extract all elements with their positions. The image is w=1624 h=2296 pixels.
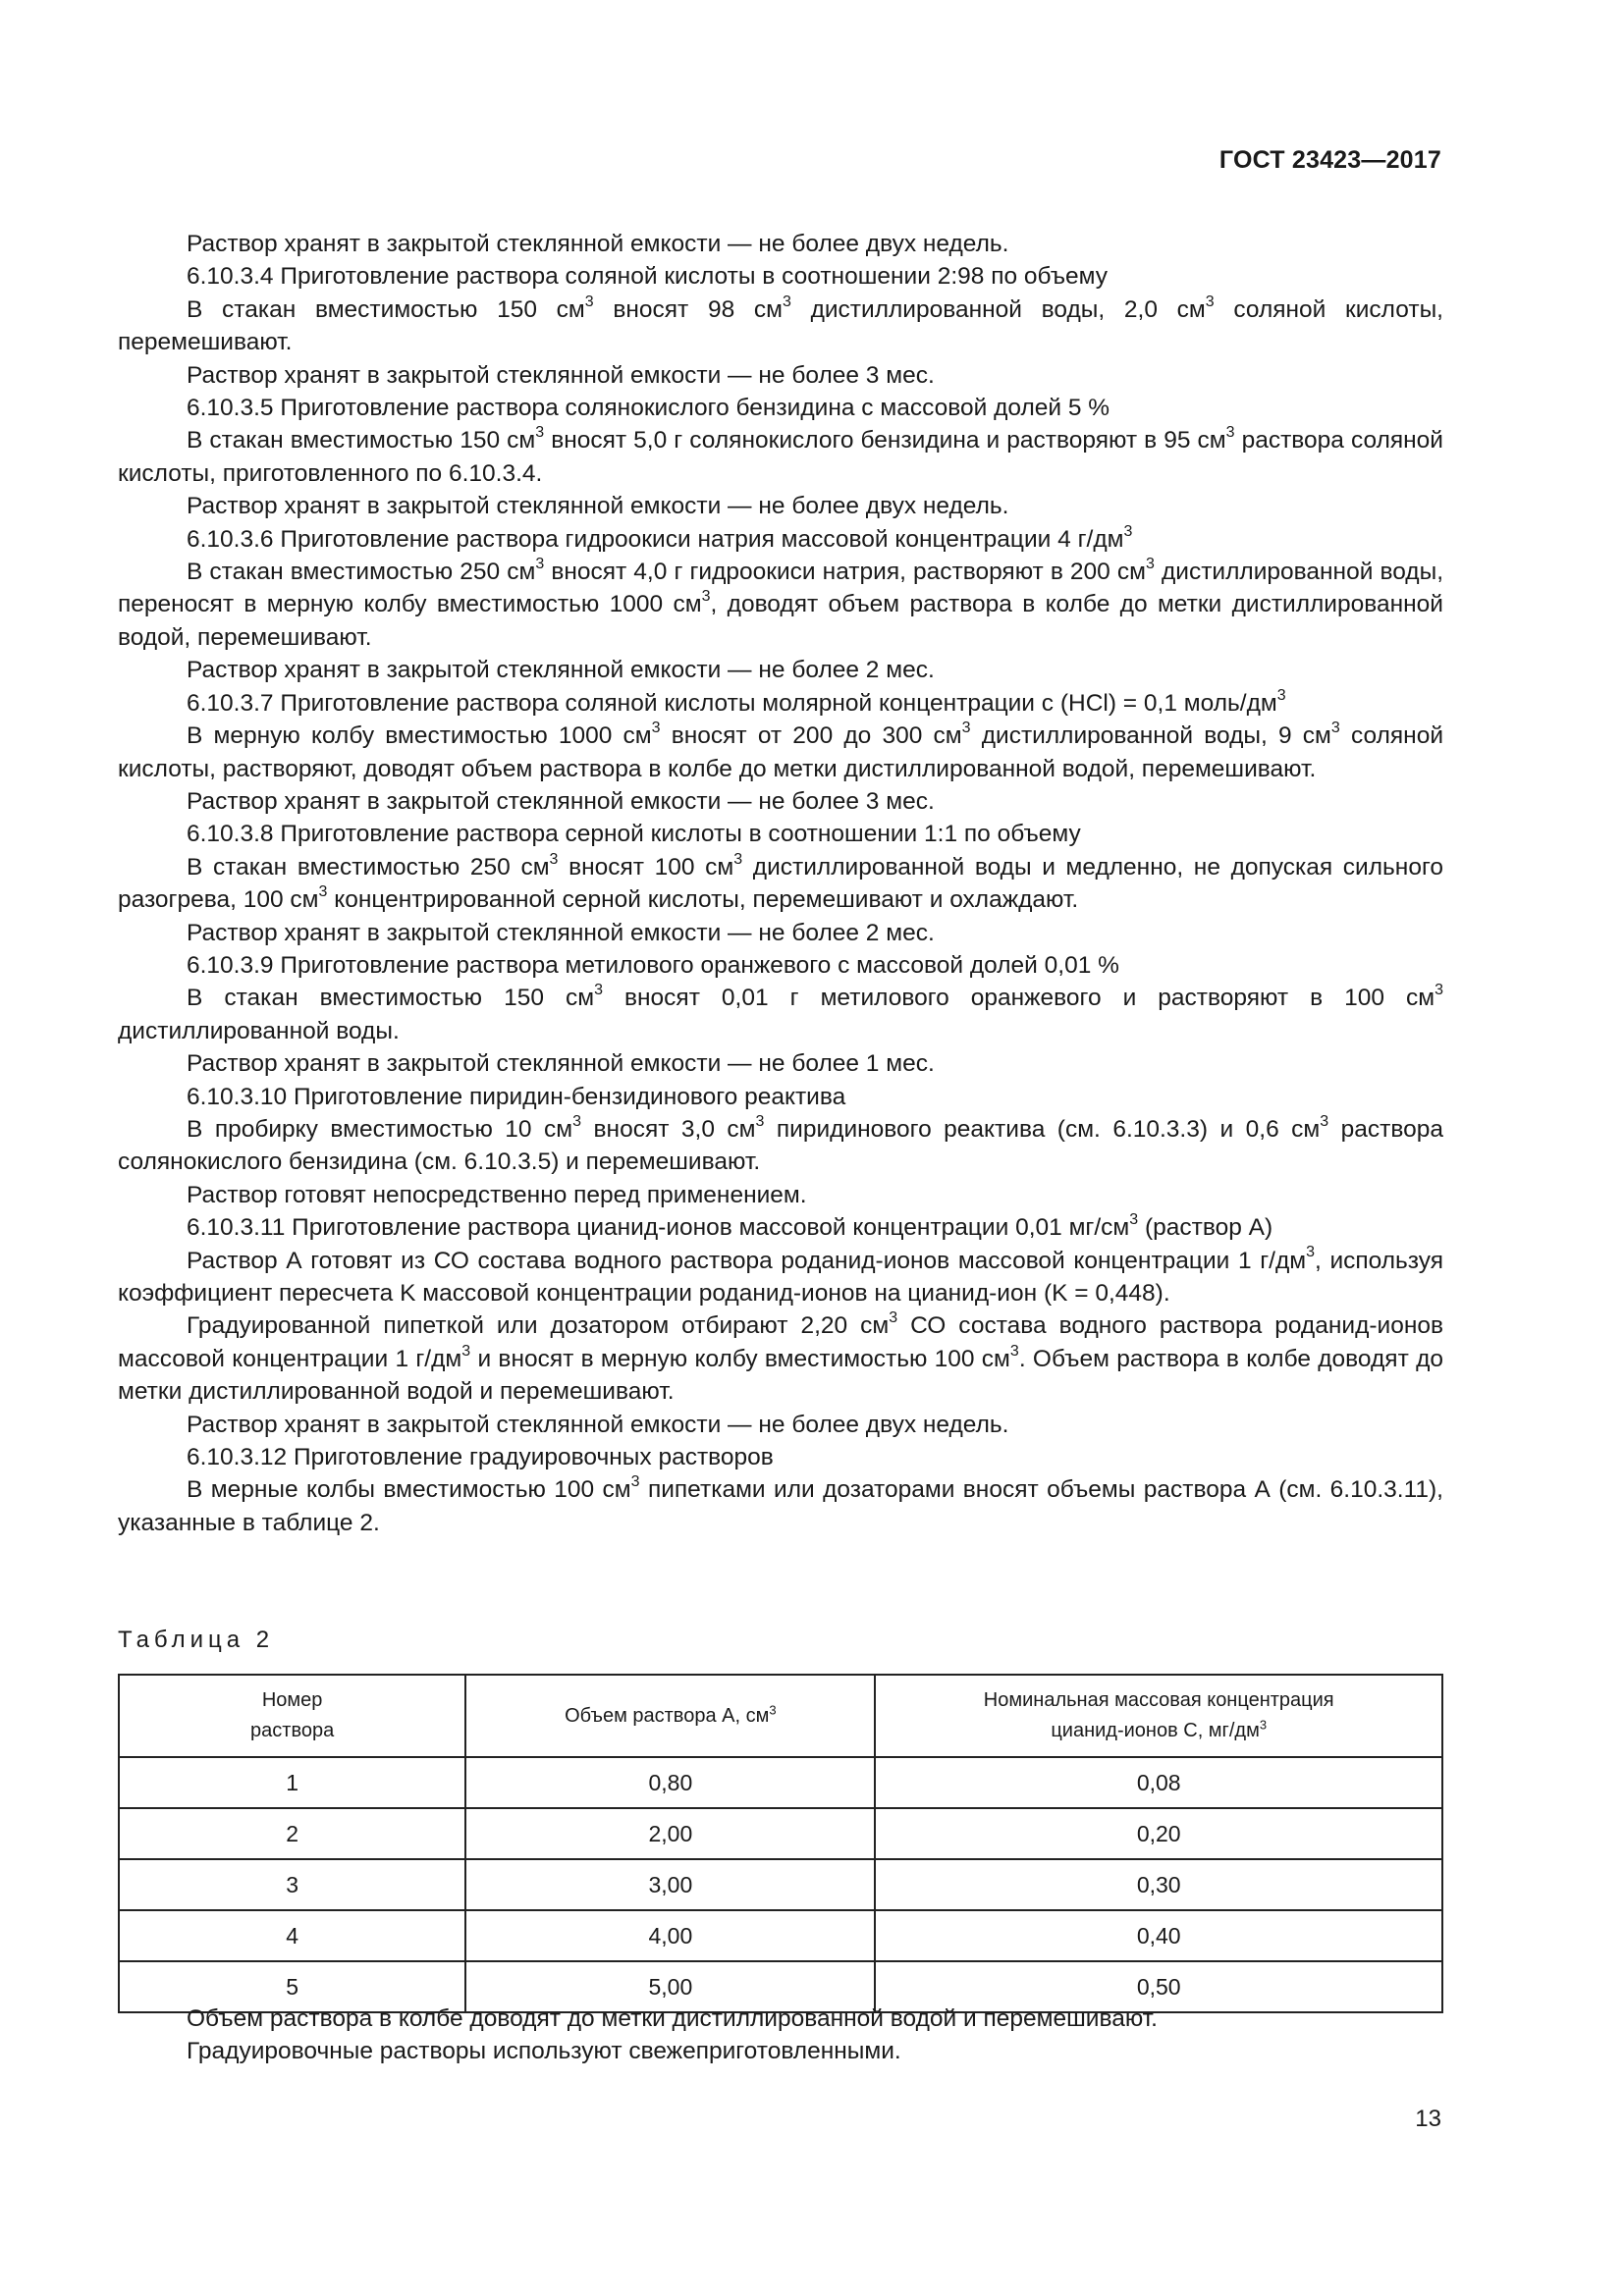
paragraph: В мерную колбу вместимостью 1000 $см^3$ вносят от 200 до 300 $см^3$ дистиллированной воды, 9 $см^3$ соляной кислоты, растворяют, доводят объем раствора в колбе до метки дистиллированной водой, перемешивают.: [118, 719, 1444, 782]
paragraph: В стакан вместимостью 150 $см^3$ вносят 0,01 г метилового оранжевого и растворяют в 100 $см^3$ дистиллированной воды.: [118, 982, 1443, 1044]
paragraph: 6.10.3.8 Приготовление раствора серной кислоты в соотношении 1:1 по объему: [187, 821, 1081, 848]
table-row: [119, 1757, 1442, 1808]
table-cell: 0,20: [875, 1808, 1442, 1859]
paragraph: Раствор хранят в закрытой стеклянной емкости — не более 2 мес.: [187, 919, 935, 946]
paragraph: Объем раствора в колбе доводят до метки дистиллированной водой и перемешивают.: [187, 2005, 1158, 2032]
table-cell: 2: [119, 1808, 465, 1859]
paragraph: Раствор А готовят из СО состава водного раствора роданид-ионов массовой концентрации 1 $г/дм^3$, используя коэффициент пересчета K массовой концентрации роданид-ионов на цианид-ион (K = 0,448).: [118, 1244, 1443, 1307]
table-cell: 3: [119, 1859, 465, 1910]
table-header-cell: [875, 1675, 1442, 1757]
document-code-header: ГОСТ 23423—2017: [1218, 146, 1441, 174]
table-header-row: [119, 1675, 1442, 1757]
paragraph: Раствор хранят в закрытой стеклянной емкости — не более 1 мес.: [187, 1050, 935, 1078]
paragraph: В стакан вместимостью 150 $см^3$ вносят 98 $см^3$ дистиллированной воды, 2,0 $см^3$ соляной кислоты, перемешивают.: [118, 293, 1443, 356]
paragraph: Раствор хранят в закрытой стеклянной емкости — не более двух недель.: [187, 231, 1009, 257]
paragraph: Градуировочные растворы используют свежеприготовленными.: [187, 2038, 901, 2065]
table-header-cell: [465, 1675, 875, 1757]
table-row: [119, 1808, 1442, 1859]
table-caption: Таблица 2: [118, 1627, 275, 1653]
table-cell: 4,00: [465, 1910, 875, 1961]
paragraph: В стакан вместимостью 250 $см^3$ вносят 4,0 г гидроокиси натрия, растворяют в 200 $см^3$ дистиллированной воды, переносят в мерную колбу вместимостью 1000 $см^3$, доводят объем раствора в колбе до метки дистиллированной водой, перемешивают.: [118, 555, 1443, 651]
paragraph: Градуированной пипеткой или дозатором отбирают 2,20 $см^3$ СО состава водного раствора роданид-ионов массовой концентрации 1 $г/дм^3$ и вносят в мерную колбу вместимостью 100 $см^3$. Объем раствора в колбе доводят до метки дистиллированной водой и перемешивают.: [118, 1309, 1444, 1406]
page-number: 13: [1415, 2106, 1441, 2132]
body-text: [118, 228, 1443, 1539]
paragraph: В стакан вместимостью 150 $см^3$ вносят 5,0 г солянокислого бензидина и растворяют в 95 $см^3$ раствора соляной кислоты, приготовленного по 6.10.3.4.: [118, 424, 1443, 487]
paragraph: Раствор готовят непосредственно перед применением.: [187, 1181, 807, 1208]
table-cell: 0,08: [875, 1757, 1442, 1808]
table-cell: 0,80: [465, 1757, 875, 1808]
table-cell: 3,00: [465, 1859, 875, 1910]
paragraph: 6.10.3.11 Приготовление раствора цианид-ионов массовой концентрации 0,01 $мг/см^3$ (раствор А): [187, 1211, 1273, 1242]
calibration-table: [118, 1674, 1443, 2013]
table-cell: 0,40: [875, 1910, 1442, 1961]
paragraph: Раствор хранят в закрытой стеклянной емкости — не более 3 мес.: [187, 361, 935, 389]
table-cell: 0,50: [875, 1961, 1442, 2012]
header-solution-number: Номер раствора: [250, 1689, 335, 1741]
header-concentration: Номинальная массовая концентрация цианид-ионов C, $мг/дм^3$: [983, 1689, 1334, 1741]
paragraph: В стакан вместимостью 250 $см^3$ вносят 100 $см^3$ дистиллированной воды и медленно, не допуская сильного разогрева, 100 $см^3$ концентрированной серной кислоты, перемешивают и охлаждают.: [118, 850, 1443, 914]
paragraph: 6.10.3.10 Приготовление пиридин-бензидинового реактива: [187, 1083, 846, 1110]
table-header-cell: [119, 1675, 465, 1757]
paragraph: Раствор хранят в закрытой стеклянной емкости — не более двух недель.: [187, 493, 1009, 520]
paragraph: Раствор хранят в закрытой стеклянной емкости — не более двух недель.: [187, 1411, 1009, 1438]
paragraph: В пробирку вместимостью 10 $см^3$ вносят 3,0 $см^3$ пиридинового реактива (см. 6.10.3.3) и 0,6 $см^3$ раствора солянокислого бензидина (см. 6.10.3.5) и перемешивают.: [118, 1112, 1443, 1176]
table-cell: 5,00: [465, 1961, 875, 2012]
paragraph: Раствор хранят в закрытой стеклянной емкости — не более 2 мес.: [187, 657, 935, 684]
table-cell: 1: [119, 1757, 465, 1808]
paragraph: 6.10.3.12 Приготовление градуировочных растворов: [187, 1444, 774, 1471]
table-row: [119, 1859, 1442, 1910]
table-cell: 0,30: [875, 1859, 1442, 1910]
paragraph: В мерные колбы вместимостью 100 $см^3$ пипетками или дозаторами вносят объемы раствора А (см. 6.10.3.11), указанные в таблице 2.: [118, 1473, 1443, 1536]
paragraph: 6.10.3.6 Приготовление раствора гидроокиси натрия массовой концентрации 4 $г/дм^3$: [187, 522, 1133, 553]
table-cell: 2,00: [465, 1808, 875, 1859]
paragraph: 6.10.3.4 Приготовление раствора соляной кислоты в соотношении 2:98 по объему: [187, 263, 1109, 291]
paragraph: Раствор хранят в закрытой стеклянной емкости — не более 3 мес.: [187, 787, 935, 815]
table-row: [119, 1910, 1442, 1961]
paragraph: 6.10.3.9 Приготовление раствора метилового оранжевого с массовой долей 0,01 %: [187, 951, 1119, 979]
table-cell: 5: [119, 1961, 465, 2012]
paragraph: 6.10.3.7 Приготовление раствора соляной кислоты молярной концентрации c (HCl) = 0,1 моль/$дм^3$: [187, 686, 1286, 717]
paragraph: 6.10.3.5 Приготовление раствора солянокислого бензидина с массовой долей 5 %: [187, 395, 1110, 422]
after-table-text: [118, 2002, 1443, 2068]
table-cell: 4: [119, 1910, 465, 1961]
header-volume: Объем раствора А, $см^3$: [565, 1701, 777, 1727]
